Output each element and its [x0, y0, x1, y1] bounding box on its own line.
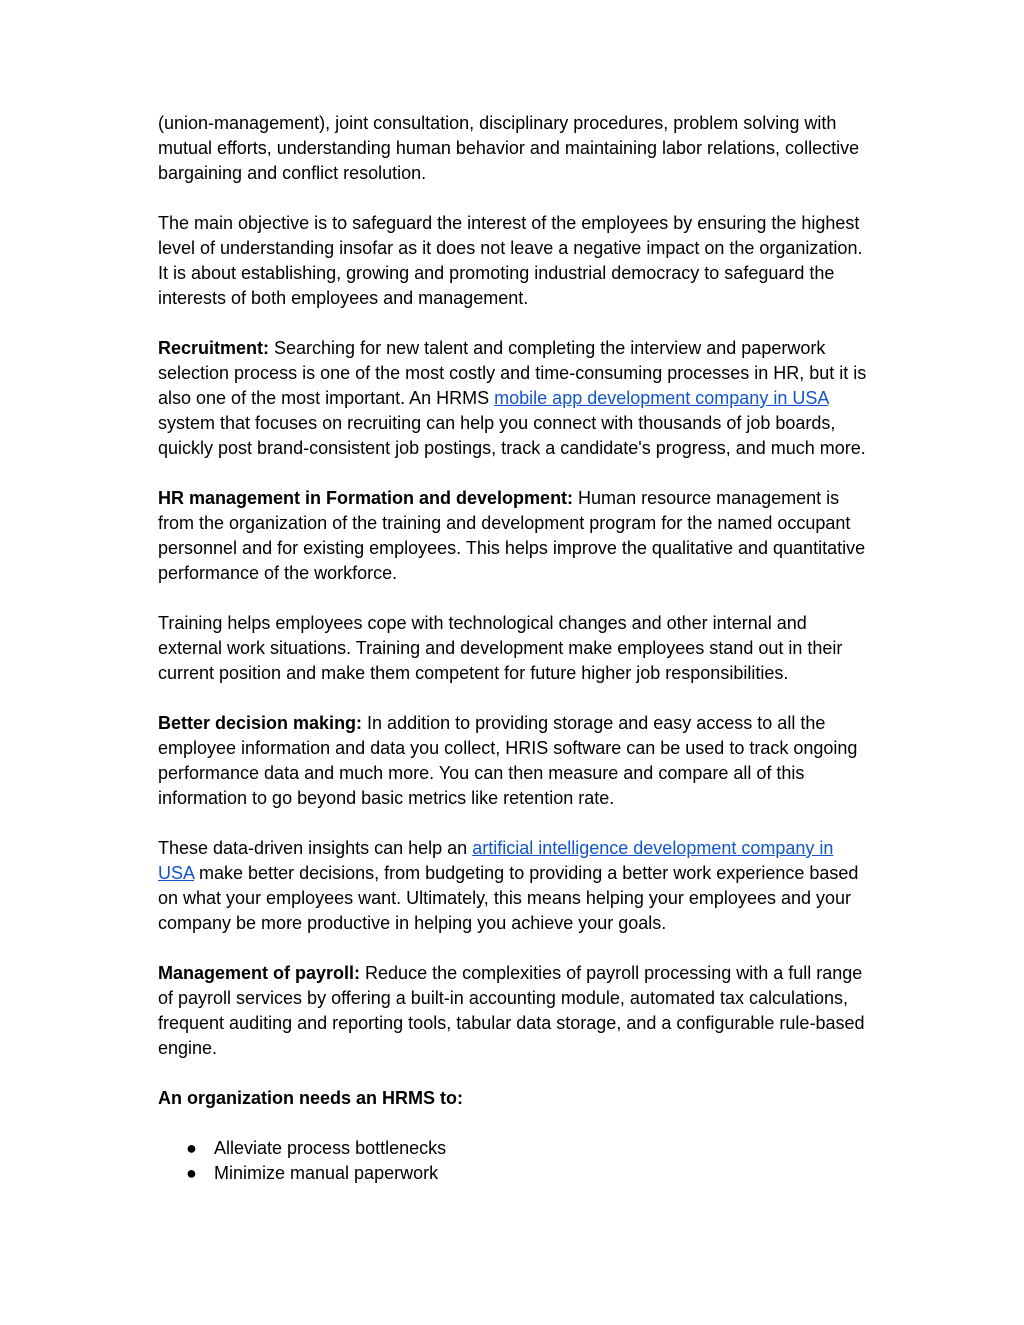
insights-text-before: These data-driven insights can help an — [158, 838, 473, 858]
list-item — [158, 1136, 870, 1161]
insights-text-after: make better decisions, from budgeting to providing a better work experience based on what your employees want. Ultimately, this means helping your employees and your company be more productive in helping you achieve your goals. — [158, 863, 859, 933]
objective-paragraph-text: The main objective is to safeguard the interest of the employees by ensuring the highest level of understanding insofar as it does not leave a negative impact on the organization. It is about establishing, growing and promoting industrial democracy to safeguard the interests of both employees and management. — [158, 213, 863, 308]
recruitment-text-after: system that focuses on recruiting can help you connect with thousands of job boards, quickly post brand-consistent job postings, track a candidate's progress, and much more. — [158, 413, 866, 458]
recruitment-paragraph — [158, 336, 870, 461]
decision-making-paragraph — [158, 711, 870, 811]
training-paragraph — [158, 611, 870, 686]
recruitment-heading: Recruitment: — [158, 338, 270, 358]
intro-paragraph-text: (union-management), joint consultation, disciplinary procedures, problem solving with mutual efforts, understanding human behavior and maintaining labor relations, collective bargaining and conflict resolution. — [158, 113, 860, 183]
objective-paragraph — [158, 211, 870, 311]
needs-paragraph — [158, 1086, 870, 1111]
list-item-text: Alleviate process bottlenecks — [214, 1138, 447, 1158]
list-item-text: Minimize manual paperwork — [214, 1163, 439, 1183]
payroll-text: Reduce the complexities of payroll processing with a full range of payroll services by offering a built-in accounting module, automated tax calculations, frequent auditing and reporting tools, tabular data storage, and a configurable rule-based engine. — [158, 963, 865, 1058]
payroll-heading: Management of payroll: — [158, 963, 361, 983]
decision-making-text: In addition to providing storage and easy access to all the employee information and data you collect, HRIS software can be used to track ongoing performance data and much more. You can then measure and compare all of this information to go beyond basic metrics like retention rate. — [158, 713, 858, 808]
insights-paragraph — [158, 836, 870, 936]
training-paragraph-text: Training helps employees cope with technological changes and other internal and external work situations. Training and development make employees stand out in their current position and make them competent for future higher job responsibilities. — [158, 613, 843, 683]
decision-making-heading: Better decision making: — [158, 713, 363, 733]
bullet-icon: ● — [186, 1138, 197, 1158]
hr-management-paragraph — [158, 486, 870, 586]
intro-paragraph — [158, 111, 870, 186]
bullet-icon: ● — [186, 1163, 197, 1183]
hr-management-text: Human resource management is from the organization of the training and development program for the named occupant personnel and for existing employees. This helps improve the qualitative and quantitative performance of the workforce. — [158, 488, 866, 583]
payroll-paragraph — [158, 961, 870, 1061]
recruitment-text-before: Searching for new talent and completing the interview and paperwork selection process is one of the most costly and time-consuming processes in HR, but it is also one of the most important. An HRMS — [158, 338, 867, 408]
needs-heading: An organization needs an HRMS to: — [158, 1088, 464, 1108]
ai-development-link[interactable]: artificial intelligence development company in USA — [158, 838, 834, 883]
document-page — [158, 111, 870, 1186]
list-item — [158, 1161, 870, 1186]
mobile-app-development-link[interactable]: mobile app development company in USA — [494, 388, 829, 408]
needs-bullet-list — [158, 1136, 870, 1186]
hr-management-heading: HR management in Formation and development: — [158, 488, 574, 508]
